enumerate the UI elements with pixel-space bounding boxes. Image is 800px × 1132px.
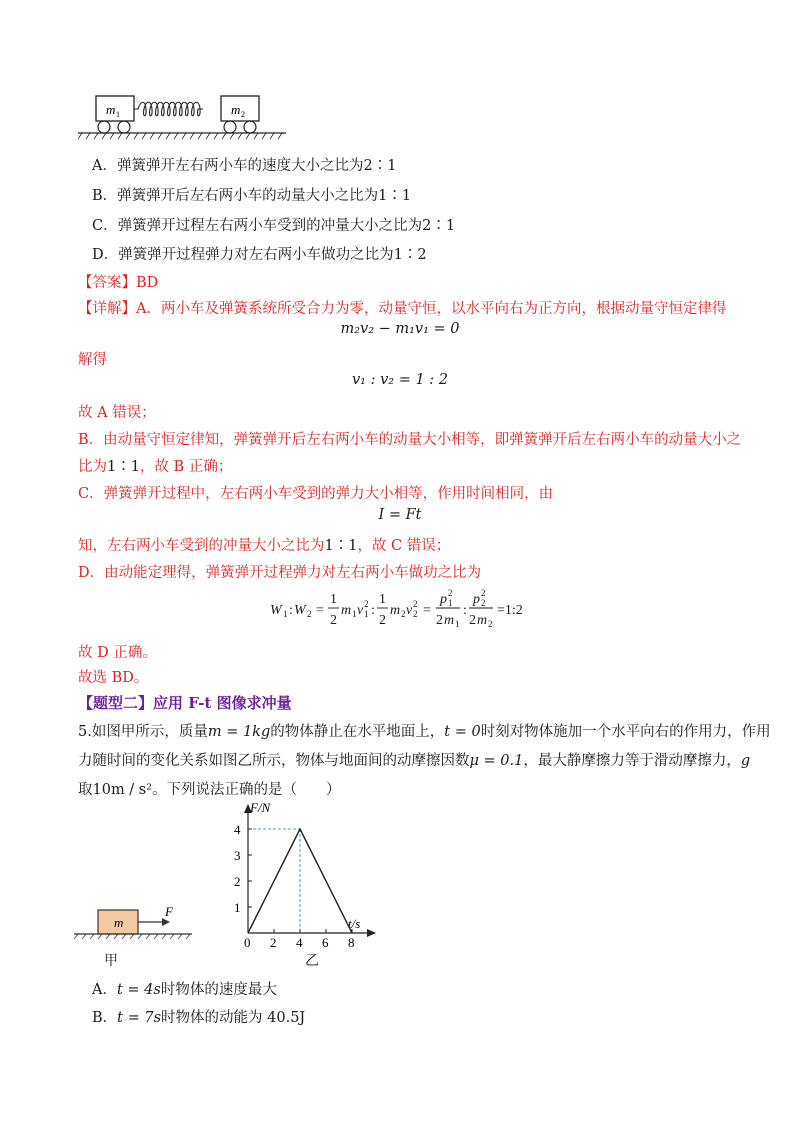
cart-spring-figure [78, 92, 293, 144]
q5-option-b-text: 时物体的动能为 40.5J [161, 1010, 306, 1026]
detail-b-line1: B．由动量守恒定律知，弹簧弹开后左右两小车的动量大小相等，即弹簧弹开后左右两小车的动量大小之 [78, 432, 742, 448]
svg-text:v: v [357, 603, 364, 618]
svg-text:1: 1 [455, 619, 460, 629]
m1-label: m [106, 102, 116, 117]
q5-line2-b: ，最大静摩擦力等于滑动摩擦力， [523, 753, 741, 769]
q5-line1-a: 5.如图甲所示，质量 [78, 724, 208, 740]
q5-line1 [78, 720, 771, 741]
q5-line2 [78, 749, 750, 770]
answer-value: BD [136, 275, 159, 291]
detail-b-post: ，故 B 正确； [139, 459, 233, 475]
x-axis-label: t/s [348, 916, 361, 931]
detail-label: 【详解】 [78, 301, 136, 317]
svg-text:=: = [423, 603, 431, 618]
section-title: 【题型二】应用 F-t 图像求冲量 [78, 694, 292, 712]
x-axis-arrow [367, 929, 376, 937]
svg-text:2: 2 [307, 609, 312, 619]
equation-1: m₂v₂ − m₁v₁ = 0 [340, 321, 460, 337]
q5-option-a-time: t = 4s [116, 982, 161, 998]
q5-option-b [92, 1006, 305, 1027]
svg-text:1: 1 [283, 609, 288, 619]
option-d-text: D．弹簧弹开过程弹力对左右两小车做功之比为 [92, 247, 394, 263]
q5-g: g [740, 753, 751, 769]
svg-text:2: 2 [481, 588, 486, 598]
y-axis-label: F/N [250, 800, 271, 815]
svg-text:2: 2 [469, 613, 476, 628]
option-a-math: 2∶1 [363, 158, 397, 174]
detail-d-line1: D．由动能定理得，弹簧弹开过程弹力对左右两小车做功之比为 [78, 565, 482, 581]
option-a [92, 154, 396, 175]
figure-yi-ft-chart [220, 798, 400, 948]
svg-text:2: 2 [436, 613, 443, 628]
svg-text:W: W [294, 603, 306, 618]
option-b [92, 184, 411, 205]
svg-text::: : [463, 603, 467, 618]
x-tick-label-6: 6 [322, 935, 329, 948]
svg-text:1: 1 [364, 609, 369, 619]
q5-t0: t = 0 [444, 724, 481, 740]
svg-text:1: 1 [448, 598, 453, 608]
final-answer: 故选 BD。 [78, 670, 149, 686]
y-tick-label-4: 4 [234, 822, 241, 837]
svg-text:1: 1 [330, 592, 337, 607]
option-c-text: C．弹簧弹开过程左右两小车受到的冲量大小之比为 [92, 218, 423, 234]
svg-text:=: = [316, 603, 324, 618]
y-tick-label-2: 2 [234, 874, 241, 889]
force-arrow [162, 918, 170, 926]
equation-work-ratio [270, 586, 540, 632]
q5-line2-a: 力随时间的变化关系如图乙所示，物体与地面间的动摩擦因数 [78, 753, 470, 769]
q5-option-a-prefix: A． [92, 982, 117, 998]
q5-line1-c: 时刻对物体施加一个水平向右的作用力，作用 [480, 724, 771, 740]
detail-c-post: ，故 C 错误； [357, 538, 451, 554]
svg-text:v: v [406, 603, 413, 618]
svg-text:2: 2 [481, 598, 486, 608]
svg-text:m: m [341, 603, 352, 618]
x-tick-label-8: 8 [348, 935, 355, 948]
q5-option-b-prefix: B． [92, 1010, 118, 1026]
detail-b-pre: 比为 [78, 459, 107, 475]
q5-line3-b: 。下列说法正确的是（ ） [152, 782, 341, 798]
option-d-math: 1∶2 [393, 247, 427, 263]
x-tick-label-0: 0 [244, 935, 251, 948]
m2-sub: 2 [241, 110, 245, 119]
svg-text:=1:2: =1:2 [497, 603, 523, 618]
q5-line1-b: 的物体静止在水平地面上， [270, 724, 445, 740]
q5-option-a-text: 时物体的速度最大 [160, 982, 277, 998]
equation-2: v₁ : v₂ = 1 : 2 [351, 372, 449, 388]
svg-text:2: 2 [330, 613, 337, 628]
m2-label: m [231, 102, 241, 117]
svg-text:2: 2 [364, 599, 369, 609]
detail-d-right: 故 D 正确。 [78, 645, 157, 661]
svg-text:1: 1 [379, 592, 386, 607]
option-b-math: 1∶1 [378, 188, 412, 204]
q5-line3 [78, 778, 341, 799]
q5-line3-a: 取 [78, 782, 93, 798]
svg-text:2: 2 [401, 609, 406, 619]
q5-mass: m = 1kg [207, 724, 271, 740]
detail-c-math: 1∶1 [324, 538, 358, 554]
answer-label: 【答案】 [78, 275, 136, 291]
svg-text:m: m [444, 613, 455, 628]
option-c [92, 214, 455, 235]
svg-text:2: 2 [413, 609, 418, 619]
q5-option-a [92, 978, 277, 999]
svg-text::: : [371, 603, 375, 618]
q5-g-value: 10m / s² [92, 782, 153, 798]
force-label: F [165, 904, 173, 919]
svg-text:2: 2 [379, 613, 386, 628]
svg-text:p: p [440, 592, 447, 607]
option-c-math: 2∶1 [422, 218, 456, 234]
option-a-text: A．弹簧弹开左右两小车的速度大小之比为 [92, 158, 364, 174]
svg-text:W: W [270, 603, 282, 618]
svg-text::: : [289, 603, 293, 618]
option-d [92, 243, 427, 264]
y-tick-label-1: 1 [234, 900, 241, 915]
detail-c-line2 [78, 534, 450, 555]
svg-text:2: 2 [413, 599, 418, 609]
detail-c-line1: C．弹簧弹开过程中，左右两小车受到的弹力大小相等，作用时间相同，由 [78, 486, 554, 502]
figure-jia-block [70, 900, 200, 952]
answer-line [78, 271, 158, 292]
detail-a-wrong: 故 A 错误； [78, 405, 156, 421]
detail-a-text: A．两小车及弹簧系统所受合力为零，动量守恒，以水平向右为正方向，根据动量守恒定律得 [136, 301, 727, 317]
svg-text:m: m [477, 613, 488, 628]
svg-text:p: p [473, 592, 480, 607]
equation-3: I = Ft [378, 507, 422, 523]
svg-text:2: 2 [488, 619, 493, 629]
detail-b-math: 1∶1 [107, 459, 140, 475]
x-tick-label-4: 4 [296, 935, 303, 948]
svg-text:m: m [390, 603, 401, 618]
detail-c-pre: 知，左右两小车受到的冲量大小之比为 [78, 538, 325, 554]
option-b-text: B．弹簧弹开后左右两小车的动量大小之比为 [92, 188, 379, 204]
solve-label: 解得 [78, 352, 107, 368]
q5-option-b-time: t = 7s [117, 1010, 162, 1026]
detail-b-line2 [78, 455, 232, 476]
y-tick-label-3: 3 [234, 848, 241, 863]
figure-jia-caption: 甲 [104, 953, 118, 969]
x-tick-label-2: 2 [270, 935, 277, 948]
q5-mu: μ = 0.1 [469, 753, 524, 769]
spring [134, 102, 203, 116]
block-label: m [114, 915, 124, 930]
detail-a-line [78, 297, 726, 318]
svg-text:2: 2 [448, 588, 453, 598]
figure-yi-caption: 乙 [305, 953, 319, 969]
svg-text:1: 1 [352, 609, 357, 619]
m1-sub: 1 [116, 110, 120, 119]
